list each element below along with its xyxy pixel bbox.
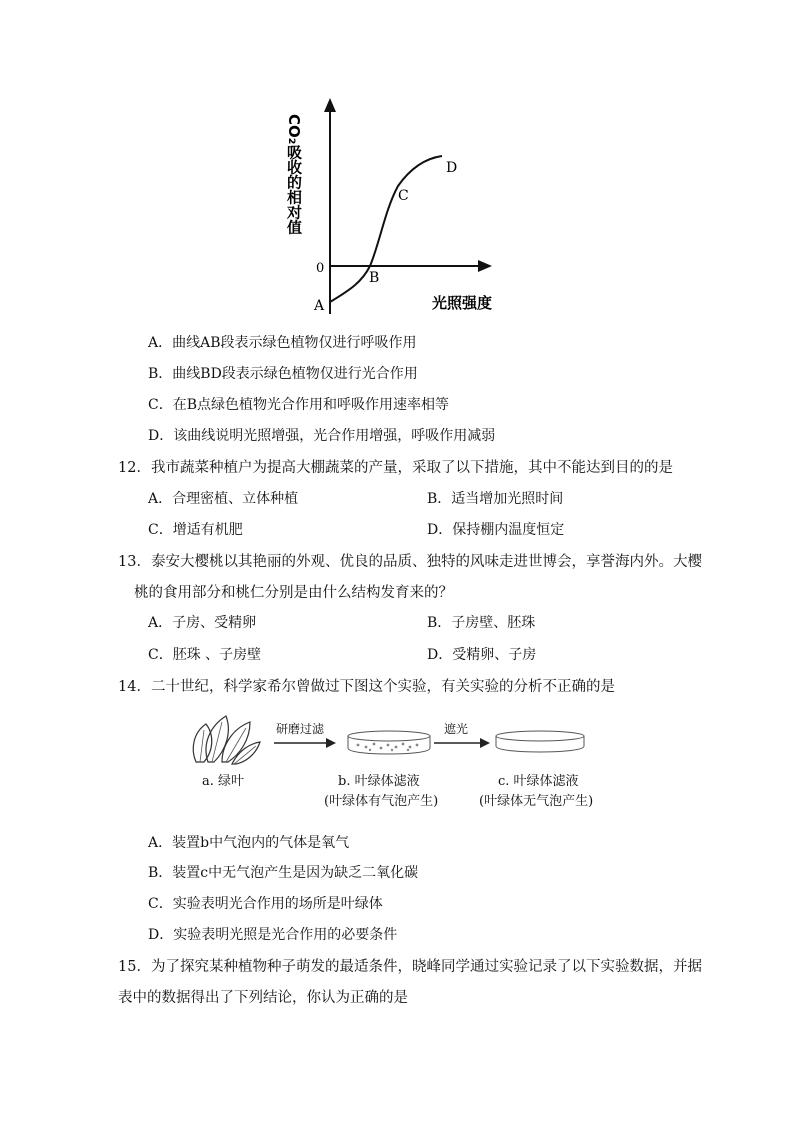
photosynthesis-graph	[280, 92, 510, 324]
q11-option-c: C．在B点绿色植物光合作用和呼吸作用速率相等	[148, 397, 449, 413]
q13-stem-line1: 13．泰安大樱桃以其艳丽的外观、优良的品质、独特的风味走进世博会，享誉海内外。大樱	[118, 554, 702, 570]
q11-option-a: A．曲线AB段表示绿色植物仅进行呼吸作用	[148, 335, 417, 351]
q12-option-d: D．保持棚内温度恒定	[427, 522, 565, 538]
q11-option-b: B．曲线BD段表示绿色植物仅进行光合作用	[148, 366, 418, 382]
green-leaves-icon	[188, 708, 262, 766]
y-axis-arrow	[324, 98, 336, 112]
q13-option-c: C．胚珠 、子房壁	[148, 647, 262, 663]
origin-label: 0	[316, 261, 325, 276]
figure-note-b: (叶绿体有气泡产生)	[324, 794, 439, 809]
q15-stem-line1: 15．为了探究某种植物种子萌发的最适条件，晓峰同学通过实验记录了以下实验数据，并据	[118, 959, 702, 975]
q14-option-c: C．实验表明光合作用的场所是叶绿体	[148, 896, 383, 912]
point-label-a: A	[314, 298, 325, 314]
q12-option-a: A．合理密植、立体种植	[148, 491, 299, 507]
point-label-d: D	[446, 160, 458, 176]
point-label-c: C	[398, 188, 409, 204]
y-axis-label: CO₂吸收的相对值	[285, 114, 303, 235]
arrow2-label: 遮光	[444, 722, 469, 736]
arrow1-label: 研磨过滤	[276, 722, 325, 736]
q13-option-a: A．子房、受精卵	[148, 615, 257, 631]
q12-option-c: C．增适有机肥	[148, 522, 243, 538]
figure-note-c: (叶绿体无气泡产生)	[479, 794, 594, 809]
q14-option-d: D．实验表明光照是光合作用的必要条件	[148, 927, 398, 943]
q14-stem: 14．二十世纪，科学家希尔曾做过下图这个实验，有关实验的分析不正确的是	[118, 679, 615, 695]
q13-stem-line2: 桃的食用部分和桃仁分别是由什么结构发育来的？	[134, 585, 453, 601]
co2-curve	[330, 156, 442, 302]
q14-option-b: B．装置c中无气泡产生是因为缺乏二氧化碳	[148, 865, 419, 881]
q12-option-b: B．适当增加光照时间	[427, 491, 564, 507]
q14-option-a: A．装置b中气泡内的气体是氧气	[148, 835, 350, 851]
x-axis-label: 光照强度	[432, 294, 493, 312]
q11-option-d: D．该曲线说明光照增强，光合作用增强，呼吸作用减弱	[148, 428, 496, 444]
figure-label-b: b. 叶绿体滤液	[338, 774, 420, 789]
petri-dish-b-icon	[346, 728, 432, 756]
arrow1-icon	[274, 737, 336, 749]
figure-label-c: c. 叶绿体滤液	[498, 774, 579, 789]
q15-stem-line2: 表中的数据得出了下列结论，你认为正确的是	[118, 990, 408, 1006]
q12-stem: 12．我市蔬菜种植户为提高大棚蔬菜的产量，采取了以下措施，其中不能达到目的的是	[118, 460, 673, 476]
point-label-b: B	[369, 270, 380, 286]
q13-option-d: D．受精卵、子房	[427, 647, 537, 663]
petri-dish-c-icon	[494, 728, 586, 754]
q13-option-b: B．子房壁、胚珠	[427, 615, 536, 631]
x-axis-arrow	[478, 260, 492, 272]
arrow2-icon	[434, 737, 490, 749]
figure-label-a: a. 绿叶	[202, 774, 245, 789]
